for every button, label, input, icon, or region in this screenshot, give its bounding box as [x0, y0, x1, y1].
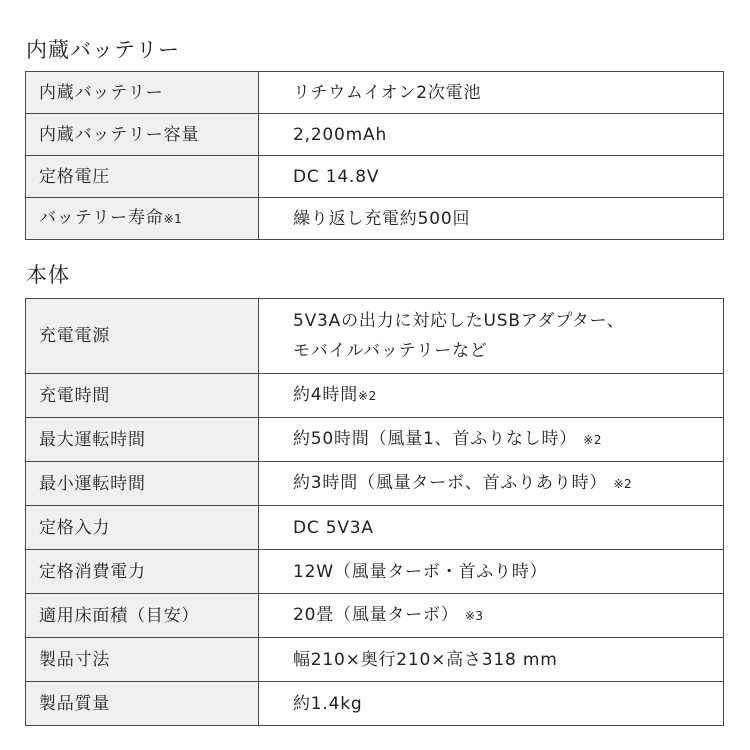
row-value — [259, 550, 724, 594]
table-row — [26, 72, 724, 114]
value-text: 約4時間 — [293, 385, 359, 405]
table-row — [26, 156, 724, 198]
table-row — [26, 462, 724, 506]
body-spec-table — [25, 298, 724, 726]
value-text: 繰り返し充電約500回 — [293, 208, 471, 229]
battery-spec-table — [25, 71, 724, 240]
label-text: 定格入力 — [39, 517, 111, 538]
row-value — [259, 299, 724, 374]
row-label — [26, 72, 259, 114]
label-text: 充電電源 — [39, 326, 111, 346]
value-text: 約3時間（風量ターボ、首ふりあり時） — [293, 473, 608, 493]
value-text: DC 14.8V — [293, 166, 380, 187]
table-row — [26, 198, 724, 240]
table-row — [26, 374, 724, 418]
table-row — [26, 682, 724, 726]
label-text: 最大運転時間 — [39, 429, 146, 450]
value-text: 20畳（風量ターボ） — [293, 605, 459, 625]
label-text: 製品質量 — [39, 693, 111, 714]
footnote-mark: ※2 — [613, 477, 633, 491]
row-value — [259, 156, 724, 198]
row-label — [26, 114, 259, 156]
table-row — [26, 638, 724, 682]
label-text: 内蔵バッテリー — [39, 82, 164, 103]
table-row — [26, 114, 724, 156]
label-text: 適用床面積（目安） — [39, 605, 200, 626]
value-text: 約1.4kg — [293, 693, 363, 714]
label-text: 定格消費電力 — [39, 561, 146, 582]
label-text: 製品寸法 — [39, 649, 111, 670]
footnote-mark: ※2 — [583, 433, 602, 447]
row-value — [259, 682, 724, 726]
table-row — [26, 594, 724, 638]
row-value — [259, 114, 724, 156]
label-text: 内蔵バッテリー容量 — [39, 124, 200, 145]
label-text: バッテリー寿命 — [39, 208, 164, 228]
row-label — [26, 638, 259, 682]
row-value — [259, 72, 724, 114]
table-row — [26, 299, 724, 374]
section-title-battery: 内蔵バッテリー — [26, 38, 180, 62]
row-value — [259, 374, 724, 418]
row-value — [259, 198, 724, 240]
row-value — [259, 418, 724, 462]
row-value — [259, 462, 724, 506]
row-label — [26, 418, 259, 462]
table-row — [26, 550, 724, 594]
table-row — [26, 506, 724, 550]
footnote-mark: ※3 — [464, 609, 484, 623]
row-label — [26, 198, 259, 240]
value-text: 5V3Aの出力に対応したUSBアダプター、 — [293, 311, 625, 331]
value-text: 12W（風量ターボ・首ふり時） — [293, 561, 548, 582]
footnote-mark: ※2 — [358, 389, 377, 403]
row-label — [26, 682, 259, 726]
row-value — [259, 594, 724, 638]
value-text-line2: モバイルバッテリーなど — [293, 341, 488, 361]
row-label — [26, 550, 259, 594]
row-label — [26, 156, 259, 198]
row-value — [259, 506, 724, 550]
section-title-body: 本体 — [26, 263, 70, 287]
row-label — [26, 594, 259, 638]
table-row — [26, 418, 724, 462]
row-value — [259, 638, 724, 682]
value-text: 約50時間（風量1、首ふりなし時） — [293, 429, 578, 449]
label-text: 定格電圧 — [39, 166, 111, 187]
value-text: リチウムイオン2次電池 — [293, 82, 482, 103]
row-label — [26, 374, 259, 418]
row-label — [26, 299, 259, 374]
label-text: 最小運転時間 — [39, 473, 146, 494]
row-label — [26, 462, 259, 506]
value-text: DC 5V3A — [293, 517, 374, 538]
label-text: 充電時間 — [39, 385, 111, 406]
footnote-mark: ※1 — [163, 212, 183, 226]
value-text: 幅210×奥行210×高さ318 mm — [293, 649, 558, 670]
value-text: 2,200mAh — [293, 124, 388, 145]
row-label — [26, 506, 259, 550]
